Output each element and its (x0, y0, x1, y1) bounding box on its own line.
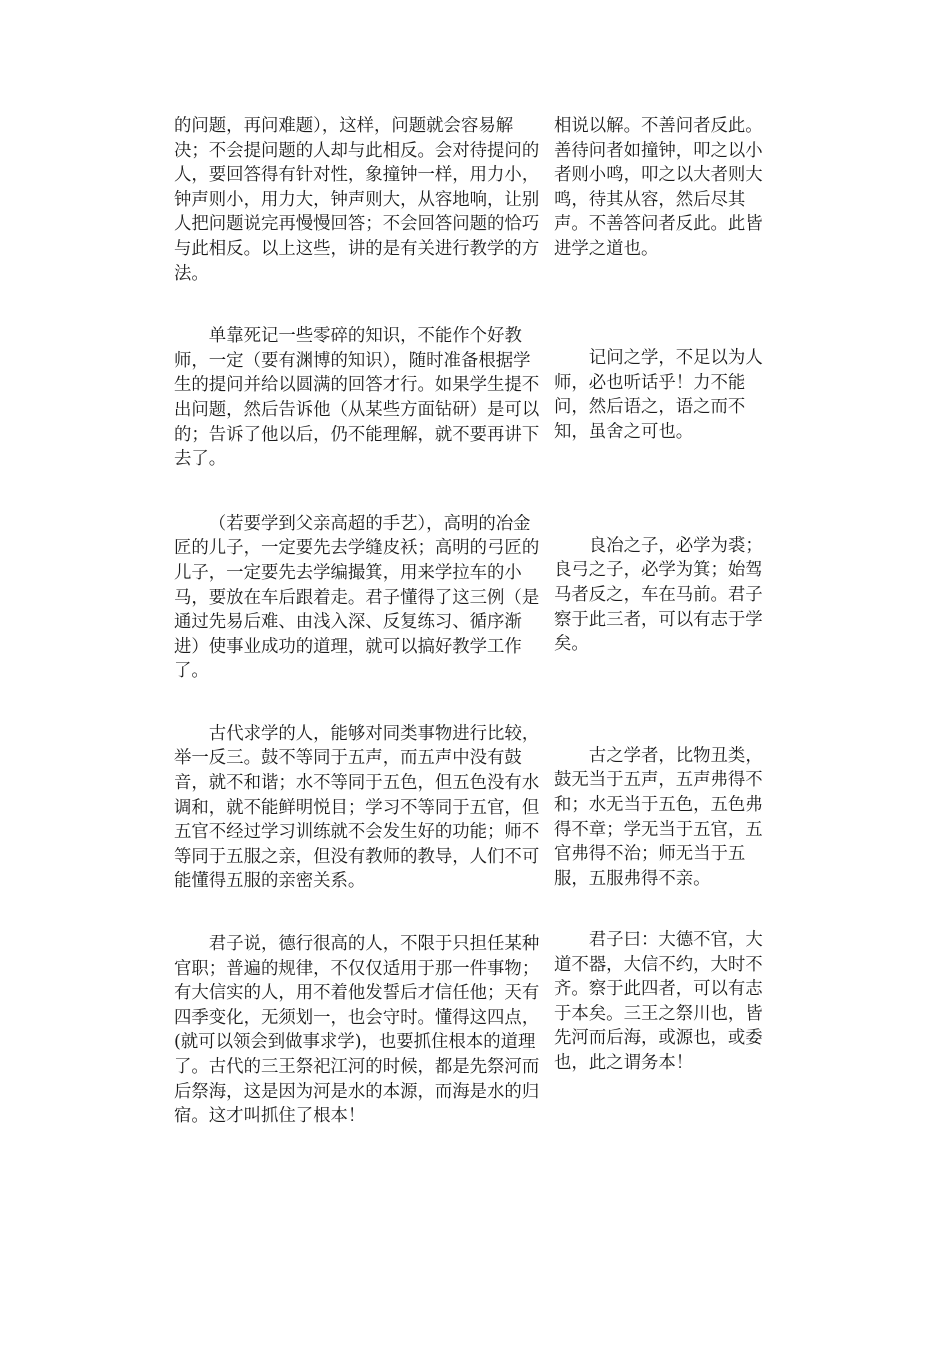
text-row-3 (174, 512, 784, 684)
text-row-2 (174, 324, 784, 472)
text-row-1 (174, 114, 784, 286)
text-row-4 (174, 722, 784, 894)
original-paragraph: 良冶之子，必学为裘；良弓之子，必学为箕；始驾马者反之，车在马前。君子察于此三者，可以有志于学矣。 (554, 535, 763, 655)
original-paragraph: 相说以解。不善问者反此。善待问者如撞钟，叩之以小者则小鸣，叩之以大者则大鸣，待其从容，然后尽其声。不善答问者反此。此皆进学之道也。 (554, 116, 763, 259)
translation-paragraph: 古代求学的人，能够对同类事物进行比较，举一反三。鼓不等同于五声，而五声中没有鼓音，就不和谐；水不等同于五色，但五色没有水调和，就不能鲜明悦目；学习不等同于五官，但五官不经过学习训练就不会发生好的功能；师不等同于五服之亲，但没有教师的教导，人们不可能懂得五服的亲密关系。 (174, 723, 540, 892)
translation-paragraph: （若要学到父亲高超的手艺），高明的冶金匠的儿子，一定要先去学缝皮袄；高明的弓匠的儿子，一定要先去学编撮箕，用来学拉车的小马，要放在车后跟着走。君子懂得了这三例（是通过先易后难、由浅入深、反复练习、循序渐进）使事业成功的道理，就可以搞好教学工作了。 (174, 513, 540, 682)
bilingual-text-table (174, 114, 784, 1129)
text-row-5 (174, 932, 784, 1129)
original-paragraph: 古之学者，比物丑类，鼓无当于五声，五声弗得不和；水无当于五色，五色弗得不章；学无当于五官，五官弗得不治；师无当于五服，五服弗得不亲。 (554, 745, 763, 889)
original-paragraph: 记问之学，不足以为人师，必也听话乎！力不能问，然后语之，语之而不知，虽舍之可也。 (554, 348, 763, 442)
translation-paragraph: 的问题，再问难题），这样，问题就会容易解决；不会提问题的人却与此相反。会对待提问的人，要回答得有针对性，象撞钟一样，用力小，钟声则小，用力大，钟声则大，从容地响，让别人把问题说完再慢慢回答；不会回答问题的恰巧与此相反。以上这些，讲的是有关进行教学的方法。 (174, 116, 540, 284)
translation-paragraph: 单靠死记一些零碎的知识，不能作个好教师，一定（要有渊博的知识），随时准备根据学生的提问并给以圆满的回答才行。如果学生提不出问题，然后告诉他（从某些方面钻研）是可以的；告诉了他以后，仍不能理解，就不要再讲下去了。 (174, 326, 540, 470)
original-paragraph: 君子曰：大德不官，大道不器，大信不约，大时不齐。察于此四者，可以有志于本矣。三王之祭川也，皆先河而后海，或源也，或委也，此之谓务本！ (554, 930, 763, 1073)
translation-paragraph: 君子说，德行很高的人，不限于只担任某种官职；普遍的规律，不仅仅适用于那一件事物；有大信实的人，用不着他发誓后才信任他；天有四季变化，无须划一，也会守时。懂得这四点，(就可以领会到做事求学)，也要抓住根本的道理了。古代的三王祭祀江河的时候，都是先祭河而后祭海，这是因为河是水的本源，而海是水的归宿。这才叫抓住了根本！ (174, 934, 540, 1127)
